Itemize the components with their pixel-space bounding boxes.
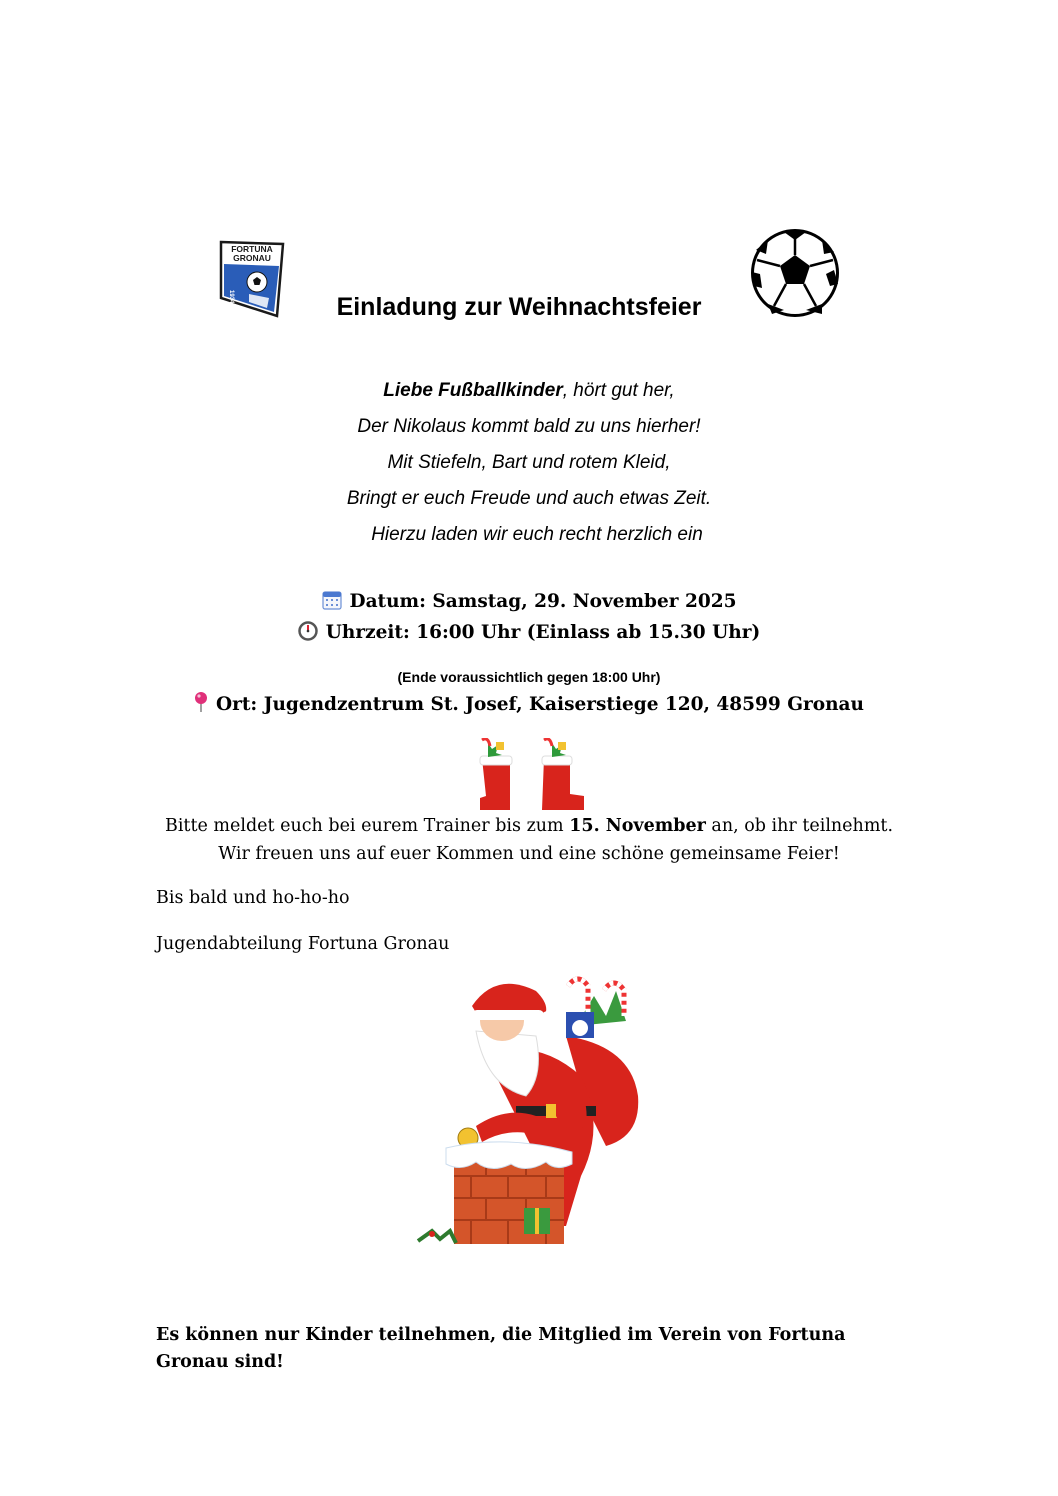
poem-line-5: Hierzu laden wir euch recht herzlich ein [371,524,703,545]
event-location-text: Ort: Jugendzentrum St. Josef, Kaiserstiege 120, 48599 Gronau [216,694,864,715]
poem-line-2: Der Nikolaus kommt bald zu uns hierher! [357,416,701,437]
event-location [0,691,1058,718]
looking-forward-text: Wir freuen uns auf euer Kommen und eine schöne gemeinsame Feier! [218,844,840,864]
svg-text:FORTUNA: FORTUNA [231,244,273,254]
farewell-text: Bis bald und ho-ho-ho [156,888,350,908]
event-time [0,621,1058,646]
christmas-boots-image [468,738,588,813]
poem-line-4: Bringt er euch Freude und auch etwas Zeit. [346,488,712,509]
event-end-note: (Ende voraussichtlich gegen 18:00 Uhr) [397,669,661,685]
registration-text-after: an, ob ihr teilnehmt. [705,816,894,836]
event-time-text: Uhrzeit: 16:00 Uhr (Einlass ab 15.30 Uhr) [325,622,761,643]
poem-line-1-rest: , hört gut her, [562,380,675,401]
signature-text: Jugendabteilung Fortuna Gronau [156,934,450,954]
poem-line-1 [0,380,1058,402]
registration-text-before: Bitte meldet euch bei eurem Trainer bis zum [164,816,570,836]
santa-chimney-image [416,976,646,1251]
svg-text:GRONAU: GRONAU [233,253,271,263]
event-date-text: Datum: Samstag, 29. November 2025 [349,591,737,612]
clock-icon [298,621,318,646]
registration-text [0,816,1058,836]
registration-deadline: 15. November [569,816,706,836]
svg-text:1934: 1934 [228,290,234,304]
event-date [0,590,1058,615]
poem-greeting: Liebe Fußballkinder [383,380,563,401]
poem-line-3: Mit Stiefeln, Bart und rotem Kleid, [387,452,671,473]
calendar-icon [322,590,342,615]
pin-icon [194,691,208,718]
membership-note: Es können nur Kinder teilnehmen, die Mitglied im Verein von Fortuna Gronau sind! [156,1325,846,1372]
page-title: Einladung zur Weihnachtsfeier [336,293,702,321]
